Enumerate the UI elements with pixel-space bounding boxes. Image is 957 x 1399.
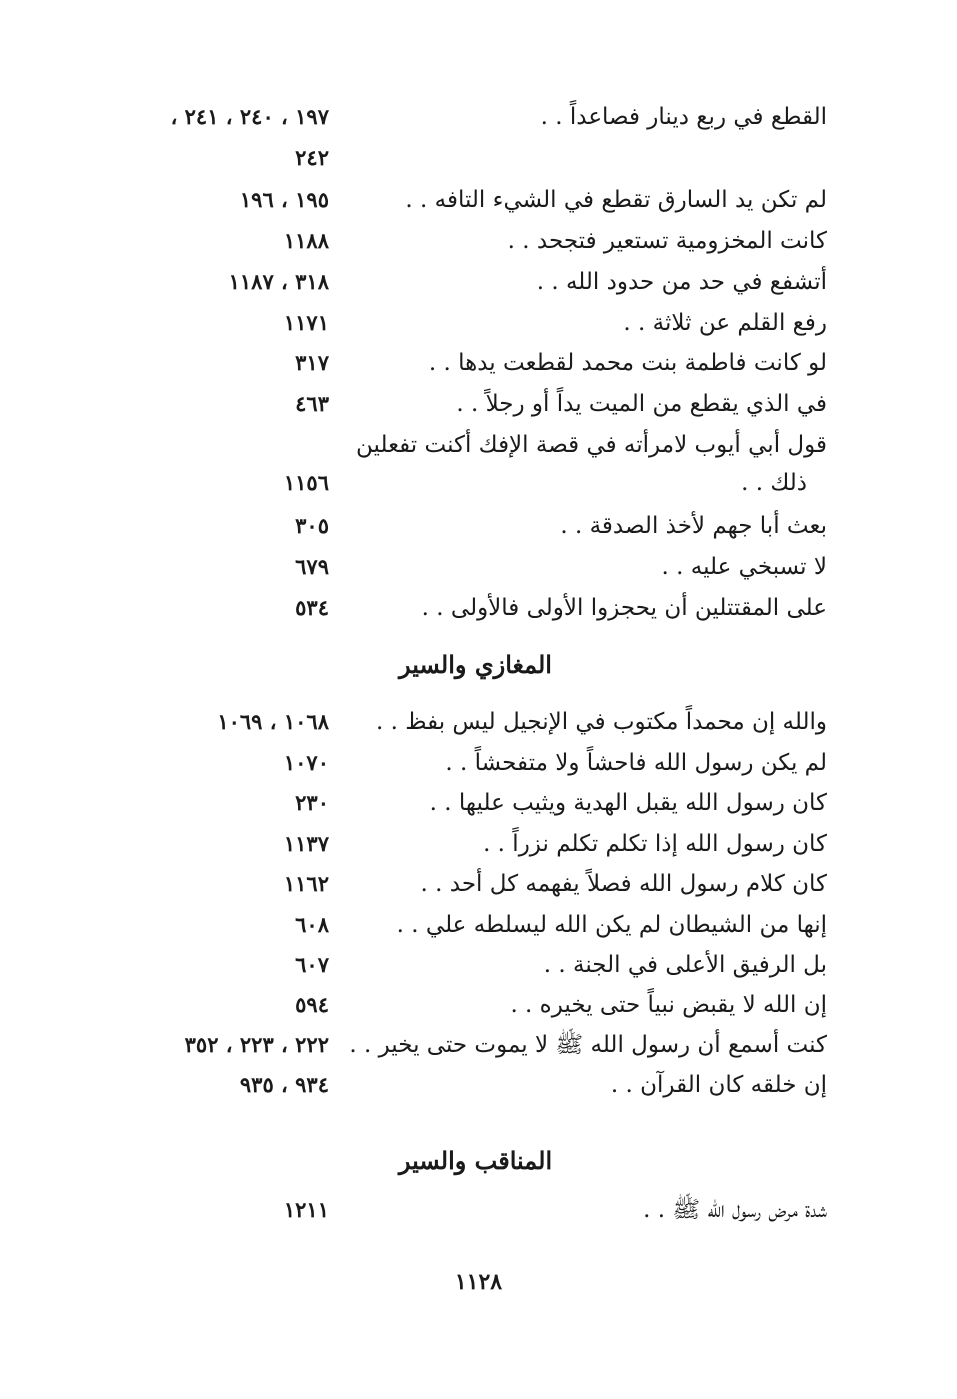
section-heading <box>0 645 957 685</box>
hadith-text-continued: ذلك . . <box>741 470 807 496</box>
hadith-text: إن الله لا يقبض نبياً حتى يخيره . . <box>510 992 827 1018</box>
hadith-text: أتشفع في حد من حدود الله . . <box>536 269 827 295</box>
page-refs: ٣١٧ <box>295 350 329 375</box>
hadith-text: بعث أبا جهم لأخذ الصدقة . . <box>560 513 827 539</box>
page-refs: ١١٨٨ <box>283 228 329 253</box>
hadith-text: القطع في ربع دينار فصاعداً . . <box>540 104 827 130</box>
page-refs: ١١٧١ <box>283 310 329 335</box>
page-refs: ١١٦٢ <box>283 871 329 896</box>
index-entry <box>0 824 957 864</box>
page-refs: ١٩٥ ، ١٩٦ <box>239 187 329 212</box>
hadith-text: كان رسول الله إذا تكلم تكلم نزراً . . <box>483 831 827 857</box>
index-entry <box>0 783 957 823</box>
index-entry <box>0 985 957 1025</box>
hadith-text: والله إن محمداً مكتوب في الإنجيل ليس بفظ . . <box>376 709 827 735</box>
index-entry <box>0 463 957 503</box>
index-entry <box>0 1065 957 1105</box>
hadith-text: رفع القلم عن ثلاثة . . <box>623 310 827 336</box>
page-refs: ٣١٨ ، ١١٨٧ <box>228 269 329 294</box>
hadith-text: كان رسول الله يقبل الهدية ويثيب عليها . . <box>429 790 827 816</box>
hadith-text: إنها من الشيطان لم يكن الله ليسلطه علي . . <box>396 912 827 938</box>
index-entry <box>0 1190 957 1230</box>
page-refs: ١١٣٧ <box>283 831 329 856</box>
hadith-text: بل الرفيق الأعلى في الجنة . . <box>543 952 827 978</box>
index-entry <box>0 1025 957 1065</box>
page-refs: ١٩٧ ، ٢٤٠ ، ٢٤١ ، <box>170 104 329 129</box>
page-refs: ٦٧٩ <box>295 554 329 579</box>
page-refs: ٣٠٥ <box>295 513 329 538</box>
index-entry <box>0 743 957 783</box>
index-entry <box>0 864 957 904</box>
hadith-text: كانت المخزومية تستعير فتجحد . . <box>507 228 827 254</box>
hadith-text: على المقتتلين أن يحجزوا الأولى فالأولى . . <box>421 595 827 621</box>
index-entry <box>0 221 957 261</box>
section-heading <box>0 1141 957 1181</box>
hadith-text: في الذي يقطع من الميت يداً أو رجلاً . . <box>456 391 827 417</box>
index-entry <box>0 343 957 383</box>
page-refs: ٦٠٨ <box>295 912 329 937</box>
index-entry <box>0 303 957 343</box>
hadith-text: لم يكن رسول الله فاحشاً ولا متفحشاً . . <box>445 750 827 776</box>
page-refs: ١٠٧٠ <box>283 750 329 775</box>
page-refs: ٩٣٤ ، ٩٣٥ <box>239 1072 329 1097</box>
page-refs: ٤٦٣ <box>295 391 329 416</box>
index-entry <box>0 180 957 220</box>
page-refs: ١٠٦٨ ، ١٠٦٩ <box>217 709 329 734</box>
index-entry <box>0 384 957 424</box>
page-refs: ٢٢٢ ، ٢٢٣ ، ٣٥٢ <box>184 1032 329 1057</box>
hadith-text: كنت أسمع أن رسول الله ﷺ لا يموت حتى يخير . . <box>349 1032 827 1058</box>
page-refs: ٢٣٠ <box>295 790 329 815</box>
page-refs: ٦٠٧ <box>295 952 329 977</box>
page-refs: ٥٩٤ <box>295 992 329 1017</box>
section-heading-text: المناقب والسير <box>398 1146 553 1175</box>
hadith-text: قول أبي أيوب لامرأته في قصة الإفك أكنت تفعلين <box>356 432 827 458</box>
page-refs: ١١٥٦ <box>283 470 329 495</box>
index-entry <box>0 945 957 985</box>
hadith-text: كان كلام رسول الله فصلاً يفهمه كل أحد . . <box>420 871 827 897</box>
index-entry <box>0 702 957 742</box>
index-entry <box>0 905 957 945</box>
index-entry <box>0 425 957 465</box>
page-refs: ٥٣٤ <box>295 595 329 620</box>
section-heading-text: المغازي والسير <box>399 650 552 679</box>
hadith-text: لو كانت فاطمة بنت محمد لقطعت يدها . . <box>428 350 827 376</box>
page-refs: ٢٤٢ <box>295 145 329 170</box>
index-entry <box>0 138 957 178</box>
hadith-text: لا تسبخي عليه . . <box>661 554 827 580</box>
hadith-text: إن خلقه كان القرآن . . <box>610 1072 827 1098</box>
index-entry <box>0 506 957 546</box>
page-number: ١١٢٨ <box>454 1269 503 1295</box>
index-entry <box>0 588 957 628</box>
page-refs: ١٢١١ <box>283 1197 329 1222</box>
index-entry <box>0 97 957 137</box>
index-entry <box>0 547 957 587</box>
index-entry <box>0 262 957 302</box>
hadith-text: لم تكن يد السارق تقطع في الشيء التافه . . <box>405 187 827 213</box>
hadith-text: شدة مرض رسول الله ﷺ . . <box>643 1197 827 1223</box>
